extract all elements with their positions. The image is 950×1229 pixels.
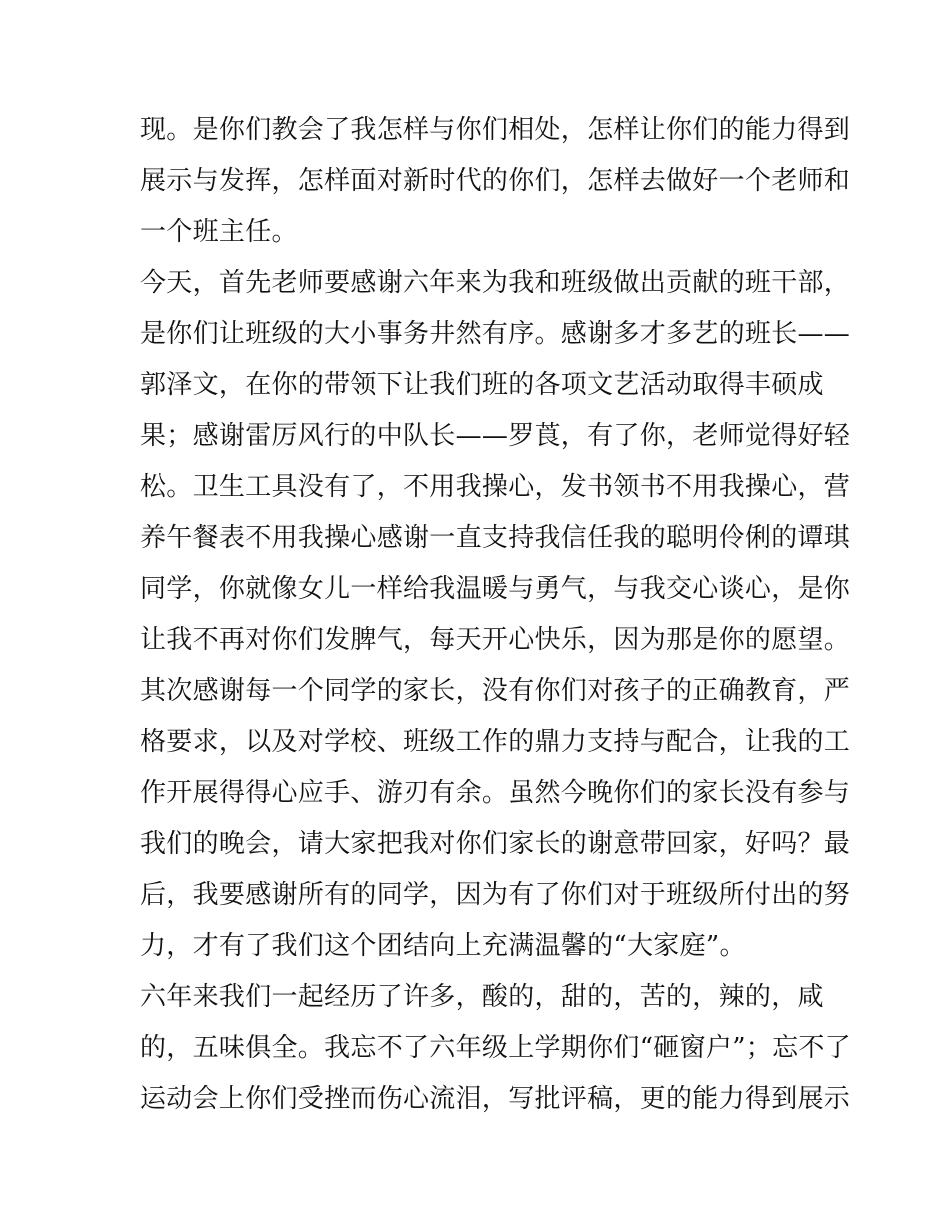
text-line: 格要求，以及对学校、班级工作的鼎力支持与配合，让我的工 xyxy=(140,727,851,757)
body-text xyxy=(140,105,851,1125)
text-line: 同学，你就像女儿一样给我温暖与勇气，与我交心谈心，是你 xyxy=(140,574,851,604)
text-line: 松。卫生工具没有了，不用我操心，发书领书不用我操心，营 xyxy=(140,472,851,502)
text-line: 是你们让班级的大小事务井然有序。感谢多才多艺的班长—— xyxy=(140,319,851,349)
text-line: 后，我要感谢所有的同学，因为有了你们对于班级所付出的努 xyxy=(140,880,851,910)
text-line: 其次感谢每一个同学的家长，没有你们对孩子的正确教育，严 xyxy=(140,676,851,706)
text-line: 作开展得得心应手、游刃有余。虽然今晚你们的家长没有参与 xyxy=(140,778,851,808)
text-line: 我们的晚会，请大家把我对你们家长的谢意带回家，好吗？最 xyxy=(140,829,851,859)
text-line: 果；感谢雷厉风行的中队长——罗莨，有了你，老师觉得好轻 xyxy=(140,421,851,451)
text-line: 力，才有了我们这个团结向上充满温馨的“大家庭”。 xyxy=(140,931,746,961)
text-line: 今天，首先老师要感谢六年来为我和班级做出贡献的班干部， xyxy=(140,268,851,298)
text-line: 养午餐表不用我操心感谢一直支持我信任我的聪明伶俐的谭琪 xyxy=(140,523,851,553)
text-line: 六年来我们一起经历了许多，酸的，甜的，苦的，辣的，咸 xyxy=(140,982,824,1012)
text-line: 的，五味俱全。我忘不了六年级上学期你们“砸窗户”；忘不了 xyxy=(140,1033,851,1063)
text-line: 郭泽文，在你的带领下让我们班的各项文艺活动取得丰硕成 xyxy=(140,370,824,400)
text-line: 展示与发挥，怎样面对新时代的你们，怎样去做好一个老师和 xyxy=(140,166,851,196)
text-line: 让我不再对你们发脾气，每天开心快乐，因为那是你的愿望。 xyxy=(140,625,851,655)
text-line: 现。是你们教会了我怎样与你们相处，怎样让你们的能力得到 xyxy=(140,115,851,145)
text-line: 运动会上你们受挫而伤心流泪，写批评稿，更的能力得到展示 xyxy=(140,1084,851,1114)
text-line: 一个班主任。 xyxy=(140,217,298,247)
